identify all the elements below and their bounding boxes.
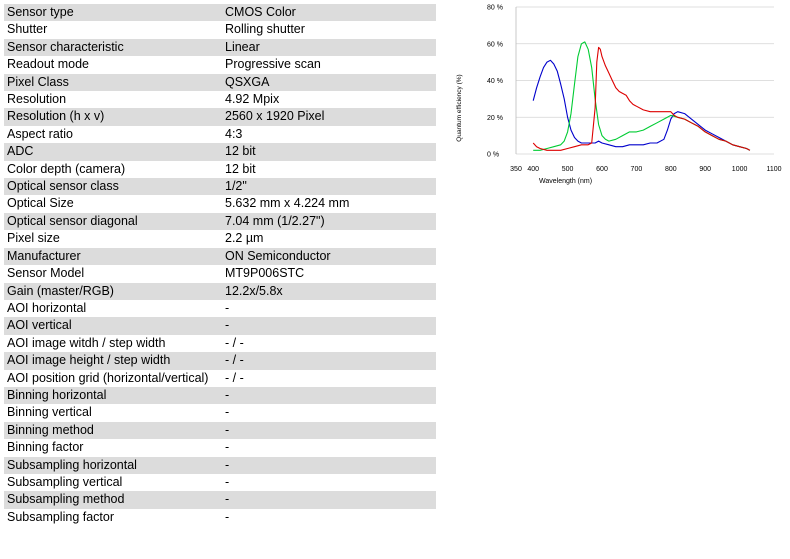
spec-row xyxy=(4,509,436,526)
spec-label: Sensor type xyxy=(4,4,222,21)
spec-value: - / - xyxy=(222,370,436,387)
spec-label: Binning factor xyxy=(4,439,222,456)
spec-label: Optical sensor diagonal xyxy=(4,213,222,230)
spec-row xyxy=(4,143,436,160)
spec-value: - xyxy=(222,457,436,474)
x-tick-label: 350 xyxy=(510,166,522,173)
spec-label: Shutter xyxy=(4,21,222,38)
x-tick-label: 800 xyxy=(664,166,677,173)
series-line-green xyxy=(533,42,750,150)
spec-value: - xyxy=(222,509,436,526)
spec-label: Subsampling vertical xyxy=(4,474,222,491)
spec-value: - xyxy=(222,491,436,508)
series-lines xyxy=(533,42,750,150)
spec-value: - xyxy=(222,387,436,404)
spec-row xyxy=(4,248,436,265)
spec-label: AOI vertical xyxy=(4,317,222,334)
spec-row xyxy=(4,283,436,300)
spec-table xyxy=(4,4,436,526)
spec-value: 1/2" xyxy=(222,178,436,195)
spec-label: Optical sensor class xyxy=(4,178,222,195)
spec-label: AOI image height / step width xyxy=(4,352,222,369)
y-tick-label: 40 % xyxy=(487,78,503,85)
spec-row xyxy=(4,21,436,38)
spec-row xyxy=(4,91,436,108)
x-tick-label: 1000 xyxy=(731,166,748,173)
spec-value: Linear xyxy=(222,39,436,56)
spec-value: QSXGA xyxy=(222,74,436,91)
spec-label: Subsampling method xyxy=(4,491,222,508)
grid-lines xyxy=(516,7,774,154)
y-tick-label: 60 % xyxy=(487,41,503,49)
spec-value: - xyxy=(222,317,436,334)
spec-value: Progressive scan xyxy=(222,56,436,73)
spec-label: Sensor Model xyxy=(4,265,222,282)
spec-row xyxy=(4,126,436,143)
spec-row xyxy=(4,335,436,352)
x-tick-label: 500 xyxy=(561,166,574,173)
spec-row xyxy=(4,161,436,178)
spec-value: - xyxy=(222,474,436,491)
spec-value: 2.2 µm xyxy=(222,230,436,247)
y-tick-labels xyxy=(487,5,503,159)
y-tick-label: 20 % xyxy=(487,114,503,122)
y-axis-label: Quantum efficiency (%) xyxy=(456,74,463,142)
x-tick-label: 600 xyxy=(596,166,608,173)
spec-value: 5.632 mm x 4.224 mm xyxy=(222,195,436,212)
spec-label: Color depth (camera) xyxy=(4,161,222,178)
spec-label: Pixel Class xyxy=(4,74,222,91)
x-tick-labels xyxy=(510,166,781,173)
spec-label: AOI image witdh / step width xyxy=(4,335,222,352)
spec-label: Sensor characteristic xyxy=(4,39,222,56)
spec-value: 2560 x 1920 Pixel xyxy=(222,108,436,125)
spec-value: 12 bit xyxy=(222,143,436,160)
spec-row xyxy=(4,265,436,282)
spec-value: - xyxy=(222,439,436,456)
spec-value: - xyxy=(222,300,436,317)
spec-label: Subsampling factor xyxy=(4,509,222,526)
spec-row xyxy=(4,56,436,73)
spec-value: CMOS Color xyxy=(222,4,436,21)
spec-label: AOI position grid (horizontal/vertical) xyxy=(4,370,222,387)
y-tick-label: 0 % xyxy=(487,151,500,159)
spec-label: Manufacturer xyxy=(4,248,222,265)
spec-row xyxy=(4,213,436,230)
spec-row xyxy=(4,491,436,508)
spec-value: MT9P006STC xyxy=(222,265,436,282)
spec-value: - / - xyxy=(222,335,436,352)
spec-row xyxy=(4,317,436,334)
spec-value: ON Semiconductor xyxy=(222,248,436,265)
spec-value: - xyxy=(222,404,436,421)
spec-label: Resolution xyxy=(4,91,222,108)
y-tick-label: 80 % xyxy=(487,4,503,12)
spec-label: Binning horizontal xyxy=(4,387,222,404)
spec-row xyxy=(4,39,436,56)
x-axis-label: Wavelength (nm) xyxy=(539,178,593,185)
spec-row xyxy=(4,230,436,247)
series-line-red xyxy=(533,47,750,150)
spec-label: Binning method xyxy=(4,422,222,439)
x-tick-label: 700 xyxy=(630,166,643,173)
x-tick-label: 900 xyxy=(699,166,712,173)
spec-row xyxy=(4,387,436,404)
spec-label: Pixel size xyxy=(4,230,222,247)
spec-value: 12 bit xyxy=(222,161,436,178)
spec-row xyxy=(4,178,436,195)
quantum-efficiency-chart xyxy=(448,0,790,200)
spec-label: Readout mode xyxy=(4,56,222,73)
x-tick-label: 1100 xyxy=(766,166,782,173)
spec-value: - / - xyxy=(222,352,436,369)
spec-row xyxy=(4,4,436,21)
spec-value: 7.04 mm (1/2.27") xyxy=(222,213,436,230)
spec-row xyxy=(4,108,436,125)
spec-value: - xyxy=(222,422,436,439)
spec-label: Optical Size xyxy=(4,195,222,212)
spec-label: Resolution (h x v) xyxy=(4,108,222,125)
spec-row xyxy=(4,74,436,91)
spec-value: Rolling shutter xyxy=(222,21,436,38)
spec-row xyxy=(4,300,436,317)
spec-value: 4.92 Mpix xyxy=(222,91,436,108)
spec-row xyxy=(4,422,436,439)
spec-label: AOI horizontal xyxy=(4,300,222,317)
spec-value: 4:3 xyxy=(222,126,436,143)
spec-label: Binning vertical xyxy=(4,404,222,421)
spec-row xyxy=(4,195,436,212)
spec-label: Gain (master/RGB) xyxy=(4,283,222,300)
spec-value: 12.2x/5.8x xyxy=(222,283,436,300)
spec-row xyxy=(4,474,436,491)
spec-table-body xyxy=(4,4,436,526)
spec-row xyxy=(4,439,436,456)
spec-label: Aspect ratio xyxy=(4,126,222,143)
x-tick-label: 400 xyxy=(527,166,540,173)
spec-row xyxy=(4,457,436,474)
spec-label: Subsampling horizontal xyxy=(4,457,222,474)
spec-row xyxy=(4,404,436,421)
spec-row xyxy=(4,370,436,387)
spec-label: ADC xyxy=(4,143,222,160)
spec-row xyxy=(4,352,436,369)
